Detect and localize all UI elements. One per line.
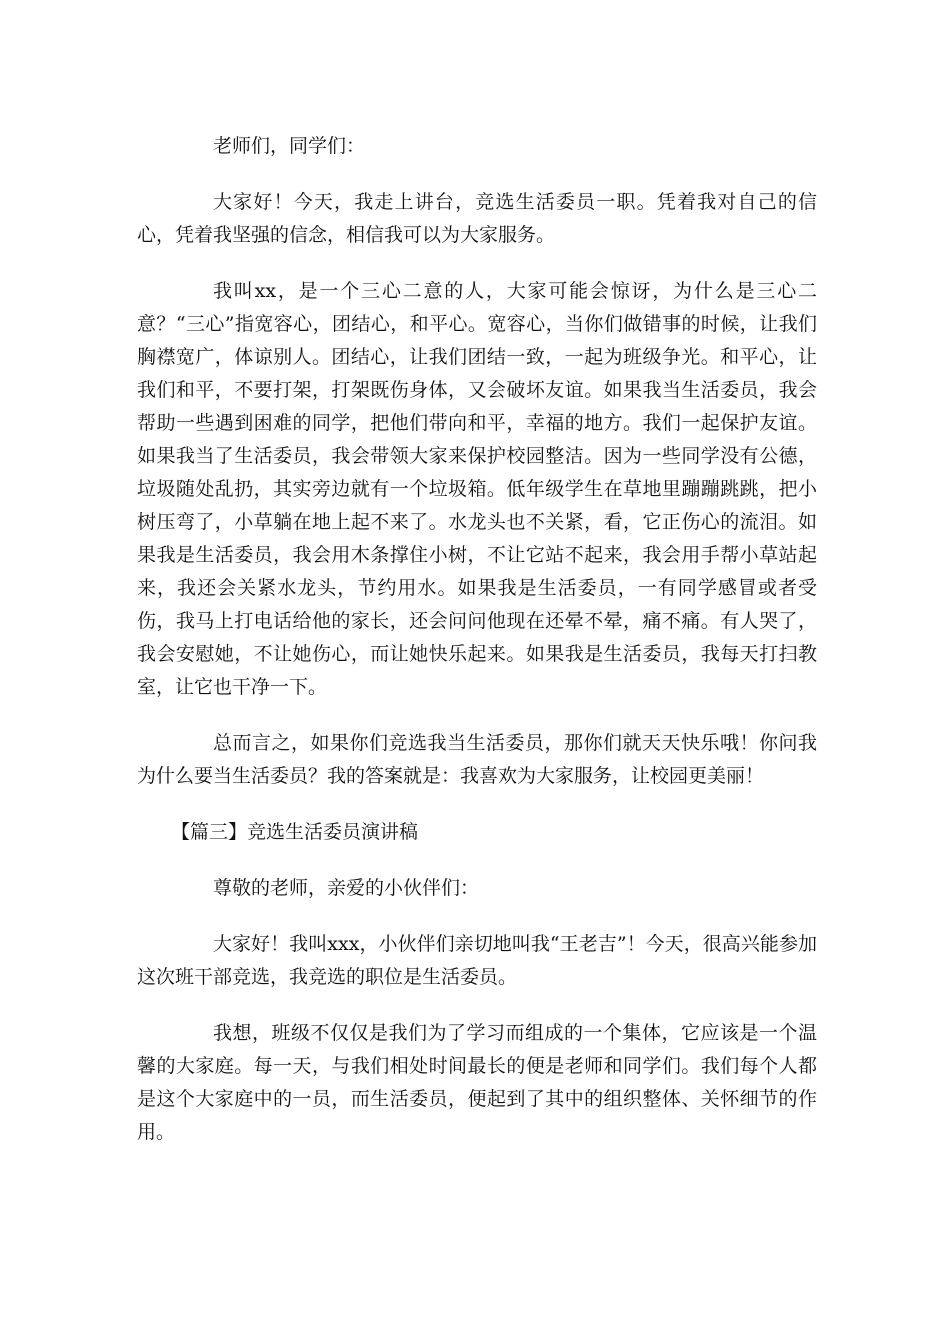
opening-paragraph: 大家好！今天，我走上讲台，竞选生活委员一职。凭着我对自己的信心，凭着我坚强的信念，相信我可以为大家服务。 [137,191,817,246]
section-heading: 【篇三】竞选生活委员演讲稿 [171,821,419,843]
section-greeting-paragraph: 尊敬的老师，亲爱的小伙伴们： [213,877,480,899]
document-body [137,130,817,1172]
section-opening-paragraph: 大家好！我叫xxx，小伙伴们亲切地叫我“王老吉”！今天，很高兴能参加这次班干部竞选，我竞选的职位是生活委员。 [137,933,817,988]
body-paragraph: 我叫xx，是一个三心二意的人，大家可能会惊讶，为什么是三心二意？“三心”指宽容心，团结心，和平心。宽容心，当你们做错事的时候，让我们胸襟宽广，体谅别人。团结心，让我们团结一致，一起为班级争光。和平心，让我们和平，不要打架，打架既伤身体，又会破坏友谊。如果我当生活委员，我会帮助一些遇到困难的同学，把他们带向和平，幸福的地方。我们一起保护友谊。如果我当了生活委员，我会带领大家来保护校园整洁。因为一些同学没有公德，垃圾随处乱扔，其实旁边就有一个垃圾箱。低年级学生在草地里蹦蹦跳跳，把小树压弯了，小草躺在地上起不来了。水龙头也不关紧，看，它正伤心的流泪。如果我是生活委员，我会用木条撑住小树，不让它站不起来，我会用手帮小草站起来，我还会关紧水龙头，节约用水。如果我是生活委员，一有同学感冒或者受伤，我马上打电话给他的家长，还会问问他现在还晕不晕，痛不痛。有人哭了，我会安慰她，不让她伤心，而让她快乐起来。如果我是生活委员，我每天打扫教室，让它也干净一下。 [137,280,817,698]
closing-paragraph: 总而言之，如果你们竞选我当生活委员，那你们就天天快乐哦！你问我为什么要当生活委员？我的答案就是：我喜欢为大家服务，让校园更美丽！ [137,732,817,787]
section-body-paragraph: 我想，班级不仅仅是我们为了学习而组成的一个集体，它应该是一个温馨的大家庭。每一天，与我们相处时间最长的便是老师和同学们。我们每个人都是这个大家庭中的一员，而生活委员，便起到了其中的组织整体、关怀细节的作用。 [137,1022,817,1143]
greeting-paragraph: 老师们，同学们： [213,135,366,157]
